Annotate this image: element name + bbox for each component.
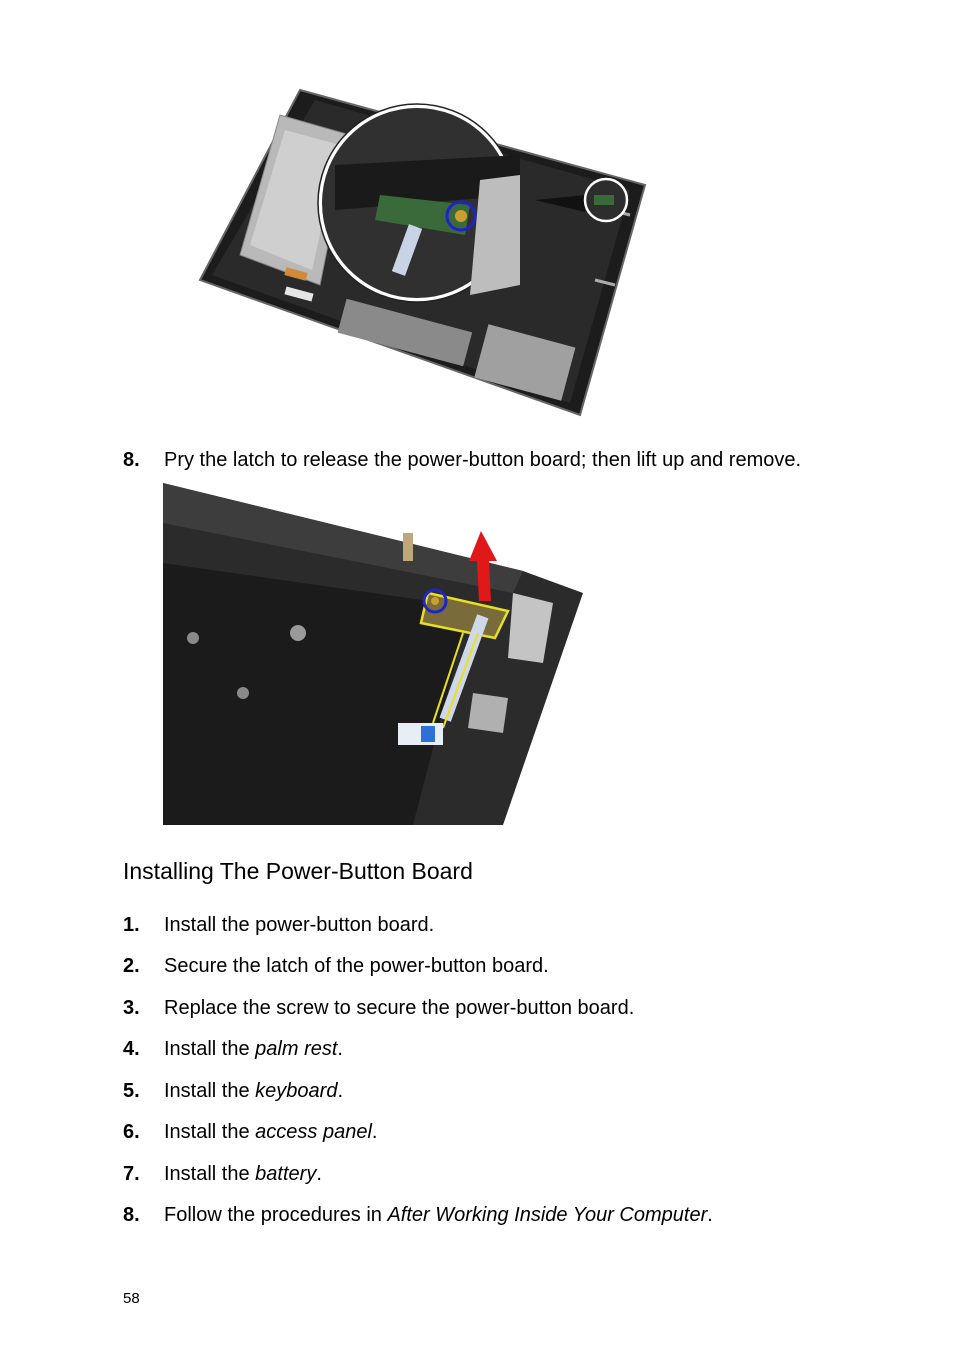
step-prefix: Install the	[164, 1121, 256, 1143]
step-text	[164, 1120, 377, 1144]
step-number: 1.	[123, 914, 140, 936]
after-working-link[interactable]: After Working Inside Your Computer	[387, 1204, 708, 1226]
step-text: Replace the screw to secure the power-button board.	[164, 997, 635, 1019]
step-prefix: Follow the procedures in	[164, 1204, 388, 1226]
step-prefix: Install the	[164, 1163, 256, 1185]
step-text	[164, 1162, 322, 1186]
step-number: 7.	[123, 1163, 140, 1185]
keyboard-link[interactable]: keyboard	[255, 1080, 338, 1102]
step-suffix: .	[371, 1121, 378, 1143]
step-text	[164, 1079, 343, 1103]
step-suffix: .	[337, 1080, 344, 1102]
step-text: Secure the latch of the power-button board.	[164, 955, 549, 977]
step-number: 4.	[123, 1038, 140, 1060]
step-suffix: .	[316, 1163, 322, 1185]
step-text: Install the power-button board.	[164, 914, 435, 936]
step-number: 8.	[123, 1204, 140, 1226]
step-suffix: .	[337, 1038, 343, 1060]
step-suffix: .	[707, 1204, 713, 1226]
page-number: 58	[123, 1290, 140, 1307]
step-text	[164, 1203, 713, 1227]
battery-link[interactable]: battery	[255, 1163, 317, 1185]
palm-rest-callout-photo	[190, 85, 650, 420]
step-number: 3.	[123, 997, 140, 1019]
step-number: 5.	[123, 1080, 140, 1102]
step-number: 8.	[123, 449, 140, 471]
power-button-board-removal-photo	[163, 483, 583, 825]
access-panel-link[interactable]: access panel	[255, 1121, 372, 1143]
step-text	[164, 1037, 343, 1061]
step-number: 2.	[123, 955, 140, 977]
step-number: 6.	[123, 1121, 140, 1143]
step-prefix: Install the	[164, 1080, 256, 1102]
palm-rest-link[interactable]: palm rest	[255, 1038, 338, 1060]
step-prefix: Install the	[164, 1038, 256, 1060]
step-text: Pry the latch to release the power-button board; then lift up and remove.	[164, 449, 802, 471]
section-heading: Installing The Power-Button Board	[123, 858, 473, 884]
